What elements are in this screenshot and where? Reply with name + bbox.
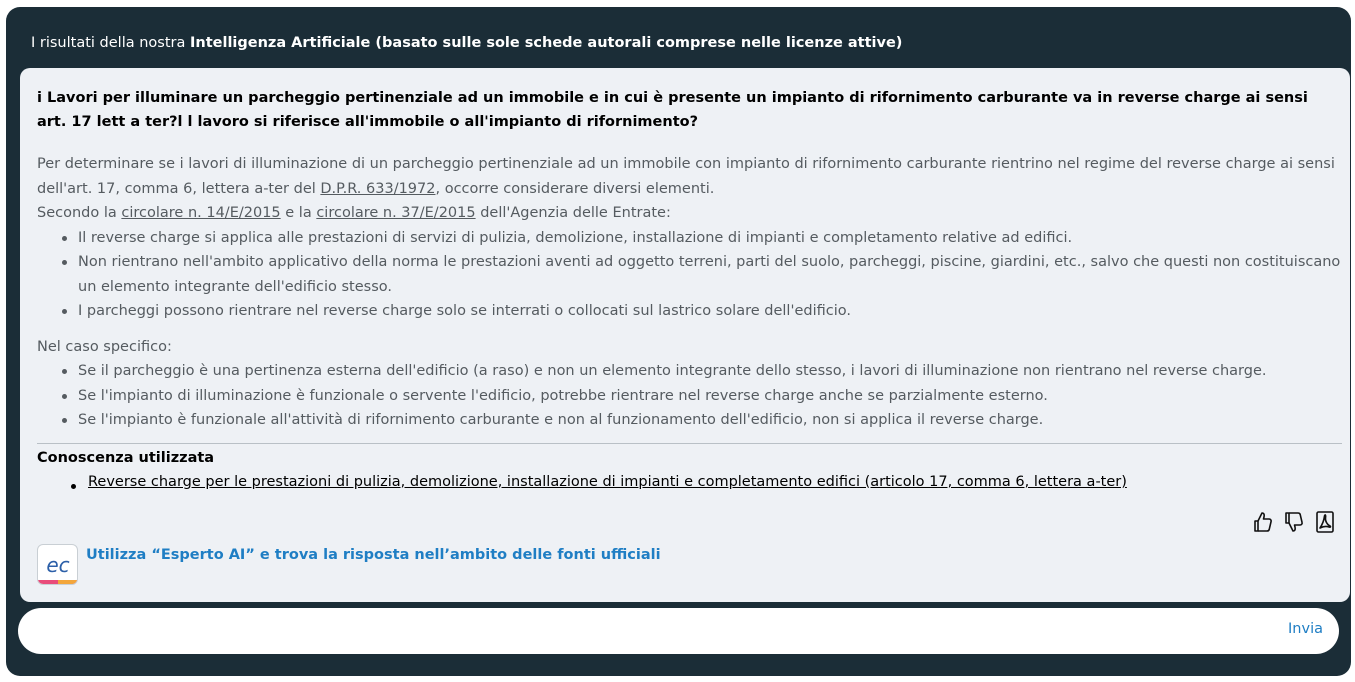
circolare-14-link[interactable]: circolare n. 14/E/2015 (121, 205, 281, 221)
circolare-37-link[interactable]: circolare n. 37/E/2015 (316, 205, 476, 221)
list-item: Non rientrano nell'ambito applicativo della norma le prestazioni aventi ad oggetto terreni, parti del suolo, parcheggi, piscine, giardini, etc., salvo che questi non costituiscano un elemento integrante dell'edificio stesso. (37, 250, 1342, 299)
esperto-ai-link[interactable]: Utilizza “Esperto AI” e trova la risposta nell’ambito delle fonti ufficiali (86, 547, 661, 563)
answer-card (20, 68, 1350, 602)
bullet-dot (71, 484, 76, 489)
circolari-prefix: Secondo la (37, 205, 122, 221)
knowledge-title: Conoscenza utilizzata (37, 450, 215, 466)
knowledge-source-link[interactable]: Reverse charge per le prestazioni di pulizia, demolizione, installazione di impianti e completamento edifici (articolo 17, comma 6, lettera a-ter) (88, 474, 1127, 490)
logo-text: ec (46, 553, 70, 577)
chat-input-bar (18, 608, 1339, 654)
case-title: Nel caso specifico: (37, 338, 172, 355)
circolari-suffix: dell'Agenzia delle Entrate: (475, 205, 671, 221)
user-question: i Lavori per illuminare un parcheggio pertinenziale ad un immobile e in cui è presente un impianto di rifornimento carburante va in reverse charge ai sensi art. 17 lett a ter?l l lavoro si riferisce all'immobile o all'impianto di rifornimento? (37, 90, 1308, 130)
case-list (37, 359, 1342, 433)
thumbs-down-icon[interactable] (1283, 510, 1305, 534)
list-item: I parcheggi possono rientrare nel reverse charge solo se interrati o collocati sul lastrico solare dell'edificio. (37, 299, 1342, 324)
rules-list (37, 226, 1342, 324)
pdf-icon[interactable] (1314, 510, 1336, 534)
answer-intro-text-end: , occorre considerare diversi elementi. (435, 180, 715, 197)
header-title-bold: Intelligenza Artificiale (basato sulle sole schede autorali comprese nelle licenze attive) (189, 35, 903, 51)
list-item: Se il parcheggio è una pertinenza esterna dell'edificio (a raso) e non un elemento integrante dello stesso, i lavori di illuminazione non rientrano nel reverse charge. (37, 359, 1342, 384)
panel-header (31, 35, 902, 51)
ai-answer (37, 152, 1342, 433)
circolari-line (37, 201, 1342, 226)
list-item: Il reverse charge si applica alle prestazioni di servizi di pulizia, demolizione, installazione di impianti e completamento relative ad edifici. (37, 226, 1342, 251)
chat-input[interactable] (38, 616, 1268, 646)
send-button[interactable]: Invia (1288, 621, 1323, 637)
list-item: Se l'impianto di illuminazione è funzionale o servente l'edificio, potrebbe rientrare nel reverse charge anche se parzialmente esterno. (37, 384, 1342, 409)
header-prefix: I risultati della nostra (31, 35, 190, 51)
dpr-link[interactable]: D.P.R. 633/1972 (320, 180, 436, 197)
esperto-ai-logo[interactable] (37, 544, 78, 585)
list-item: Se l'impianto è funzionale all'attività di rifornimento carburante e non al funzionamento dell'edificio, non si applica il reverse charge. (37, 408, 1342, 433)
divider (37, 443, 1342, 444)
ai-results-panel (6, 7, 1351, 676)
answer-intro (37, 152, 1342, 201)
feedback-actions (1252, 510, 1336, 534)
answer-intro-text: Per determinare se i lavori di illuminazione di un parcheggio pertinenziale ad un immobile con impianto di rifornimento carburante rientrino nel regime del reverse charge ai sensi dell'art. 17, comma 6, lettera a-ter del (37, 156, 1335, 197)
thumbs-up-icon[interactable] (1252, 510, 1274, 534)
circolari-middle: e la (280, 205, 317, 221)
